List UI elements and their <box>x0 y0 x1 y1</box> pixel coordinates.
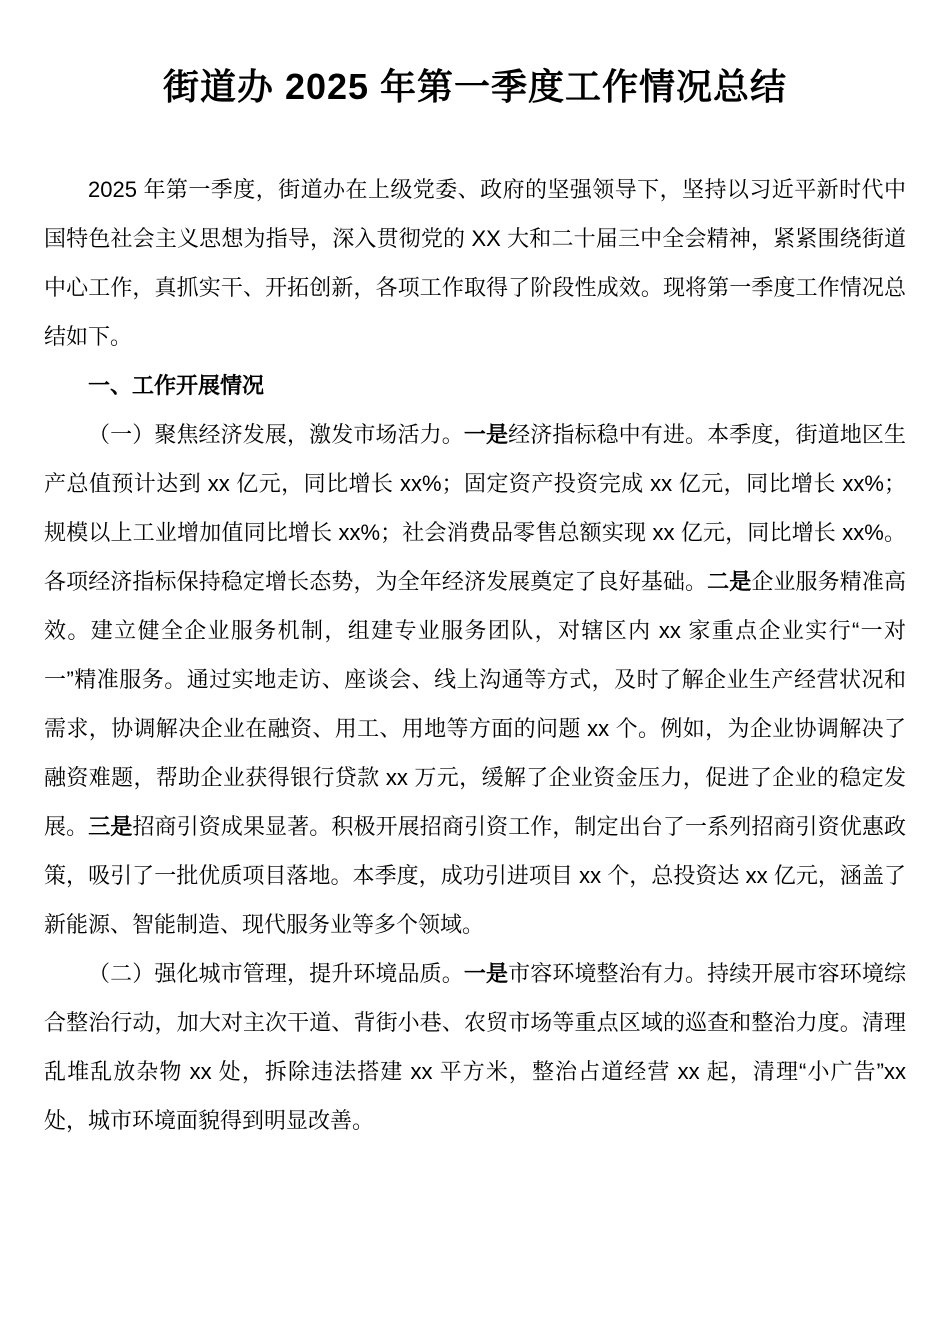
text-run: 招商引资成果显著。积极开展招商引资工作，制定出台了一系列招商引资优惠政策，吸引了一批优质项目落地。本季度，成功引进项目 xx 个，总投资达 xx 亿元，涵盖了新能源、智能制造、现代服务业等多个领域。 <box>44 814 906 937</box>
paragraph <box>44 410 906 949</box>
paragraph <box>44 949 906 1145</box>
section-heading <box>44 361 906 410</box>
text-run: 经济指标稳中有进。本季度，街道地区生产总值预计达到 xx 亿元，同比增长 xx%；固定资产投资完成 xx 亿元，同比增长 xx%；规模以上工业增加值同比增长 xx%；社会消费品零售总额实现 xx 亿元，同比增长 xx%。各项经济指标保持稳定增长态势，为全年经济发展奠定了良好基础。 <box>44 422 906 594</box>
document-title: 街道办 2025 年第一季度工作情况总结 <box>162 66 788 107</box>
text-run: 2025 年第一季度，街道办在上级党委、政府的坚强领导下，坚持以习近平新时代中国特色社会主义思想为指导，深入贯彻党的 XX 大和二十届三中全会精神，紧紧围绕街道中心工作，真抓实干、开拓创新，各项工作取得了阶段性成效。现将第一季度工作情况总结如下。 <box>44 177 906 349</box>
bold-text-run: 二是 <box>707 569 752 594</box>
bold-text-run: 一是 <box>463 961 509 986</box>
document-body <box>44 165 906 1145</box>
bold-text-run: 一是 <box>463 422 509 447</box>
text-run: 企业服务精准高效。建立健全企业服务机制，组建专业服务团队，对辖区内 xx 家重点企业实行“一对一”精准服务。通过实地走访、座谈会、线上沟通等方式，及时了解企业生产经营状况和需求，协调解决企业在融资、用工、用地等方面的问题 xx 个。例如，为企业协调解决了融资难题，帮助企业获得银行贷款 xx 万元，缓解了企业资金压力，促进了企业的稳定发展。 <box>44 569 906 839</box>
text-run: （一）聚焦经济发展，激发市场活力。 <box>88 422 464 447</box>
text-run: （二）强化城市管理，提升环境品质。 <box>88 961 464 986</box>
bold-text-run: 一、工作开展情况 <box>88 373 265 398</box>
paragraph <box>44 165 906 361</box>
text-run: 市容环境整治有力。持续开展市容环境综合整治行动，加大对主次干道、背街小巷、农贸市场等重点区域的巡查和整治力度。清理乱堆乱放杂物 xx 处，拆除违法搭建 xx 平方米，整治占道经营 xx 起，清理“小广告”xx 处，城市环境面貌得到明显改善。 <box>44 961 906 1133</box>
bold-text-run: 三是 <box>88 814 133 839</box>
